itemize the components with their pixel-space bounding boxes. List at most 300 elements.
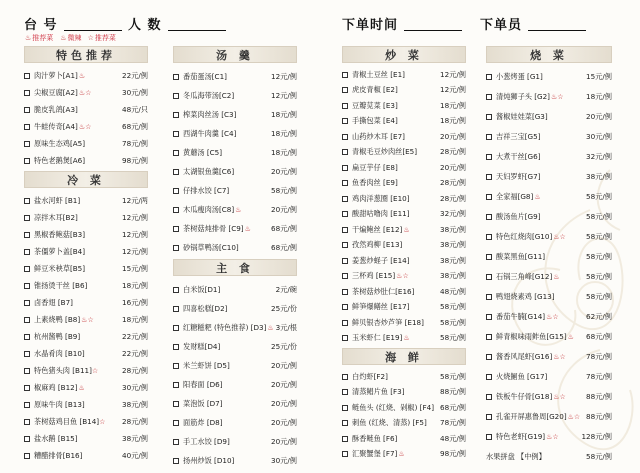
menu-item-name: [183, 91, 271, 101]
order-checkbox[interactable]: [486, 414, 492, 420]
menu-item-price: 38元/例: [440, 240, 466, 250]
menu-item[interactable]: [173, 124, 297, 143]
menu-item[interactable]: [486, 167, 612, 187]
menu-item[interactable]: [24, 101, 148, 118]
order-checkbox[interactable]: [24, 124, 30, 130]
menu-item-price: 28元/例: [440, 178, 466, 188]
menu-item-price: 28元/例: [440, 193, 466, 203]
menu-item-name-text: 菜泡饭 [D7]: [183, 398, 223, 408]
menu-item-name: [183, 456, 271, 466]
legend: [24, 33, 116, 43]
menu-item-price: 12元/例: [122, 212, 148, 222]
chili-icon: ♨: [567, 413, 574, 421]
star-icon: ☆: [559, 353, 566, 361]
order-checkbox[interactable]: [173, 245, 179, 251]
menu-item-name: [496, 332, 586, 342]
order-checkbox[interactable]: [342, 87, 348, 93]
order-checkbox[interactable]: [486, 74, 492, 80]
order-checkbox[interactable]: [486, 134, 492, 140]
chili-icon: ♨: [550, 93, 558, 101]
menu-item-name: [352, 132, 440, 142]
menu-item[interactable]: [486, 107, 612, 127]
menu-item[interactable]: [342, 129, 466, 145]
menu-item-price: 20元/例: [271, 166, 297, 176]
menu-item[interactable]: [173, 143, 297, 162]
order-checkbox[interactable]: [486, 274, 492, 280]
menu-item[interactable]: [24, 294, 148, 311]
menu-item[interactable]: [342, 191, 466, 207]
menu-item-name-text: 孔雀开屏惠鲁周[G20]: [496, 412, 567, 421]
menu-item[interactable]: [24, 396, 148, 413]
menu-item-price: 58元/例: [271, 185, 297, 195]
menu-item-name-text: 吉祥三宝[G5]: [496, 132, 541, 141]
order-checkbox[interactable]: [24, 215, 30, 221]
menu-item-name: [183, 304, 271, 314]
menu-item-name: [352, 372, 440, 382]
chili-icon: ♨: [235, 205, 242, 214]
order-checkbox[interactable]: [342, 389, 348, 395]
menu-item-name-text: 三杯鸡 [E15]: [352, 271, 396, 281]
menu-item-price: 18元/例: [586, 92, 612, 101]
chili-icon: ♨: [398, 450, 405, 459]
menu-item-name-text: 榨菜肉丝汤 [C3]: [183, 109, 237, 119]
table-number-label: 台 号: [24, 18, 58, 33]
star-icon: ☆: [91, 366, 99, 375]
order-checkbox[interactable]: [342, 242, 348, 248]
menu-item-name: [352, 256, 440, 266]
menu-item-price: 78元/例: [122, 138, 148, 148]
order-checkbox[interactable]: [486, 194, 492, 200]
menu-item-name-text: 山药炒木耳 [E7]: [352, 131, 405, 141]
order-checkbox[interactable]: [173, 93, 179, 99]
menu-item-name-text: 番茄蛋汤[C1]: [183, 71, 227, 81]
menu-item[interactable]: [173, 67, 297, 86]
menu-item-name: [352, 194, 440, 204]
order-checkbox[interactable]: [342, 420, 348, 426]
menu-item[interactable]: [342, 114, 466, 130]
menu-item-name: [34, 156, 122, 166]
menu-item-price: 32元/例: [586, 152, 612, 161]
order-checkbox[interactable]: [486, 374, 492, 380]
menu-item-name: [352, 418, 440, 428]
menu-item[interactable]: [486, 387, 612, 407]
menu-item[interactable]: [24, 447, 148, 464]
order-checkbox[interactable]: [486, 394, 492, 400]
menu-item-name-text: 鸭翅烧素鸡 [G13]: [496, 292, 555, 301]
order-time-field[interactable]: [342, 14, 462, 33]
menu-item[interactable]: [486, 427, 612, 447]
menu-item-name-text: 盐水鹅 [B15]: [34, 433, 78, 443]
menu-item[interactable]: [24, 328, 148, 345]
menu-item-name: [496, 112, 586, 122]
order-checkbox[interactable]: [486, 434, 492, 440]
menu-item[interactable]: [173, 432, 297, 451]
menu-item[interactable]: [173, 181, 297, 200]
menu-item[interactable]: [173, 394, 297, 413]
menu-item[interactable]: [342, 315, 466, 331]
menu-item-price: 58元/例: [586, 212, 612, 221]
menu-item[interactable]: [342, 145, 466, 161]
menu-item-name: [34, 366, 122, 376]
menu-item[interactable]: [342, 284, 466, 300]
menu-item[interactable]: [486, 67, 612, 87]
menu-item-price: 38元/例: [440, 224, 466, 234]
menu-item[interactable]: [486, 187, 612, 207]
menu-item-name-text: 太湖银鱼羹[C6]: [183, 166, 235, 176]
menu-item-price: 20元/例: [271, 417, 297, 427]
menu-item[interactable]: [24, 209, 148, 226]
order-checkbox[interactable]: [24, 249, 30, 255]
order-checkbox[interactable]: [342, 149, 348, 155]
menu-item[interactable]: [486, 367, 612, 387]
menu-item[interactable]: [24, 67, 148, 84]
section-header: 冷 菜: [24, 171, 148, 188]
order-checkbox[interactable]: [342, 258, 348, 264]
order-checkbox[interactable]: [486, 214, 492, 220]
menu-item[interactable]: [486, 227, 612, 247]
menu-item[interactable]: [24, 260, 148, 277]
menu-item[interactable]: [342, 331, 466, 347]
order-checkbox[interactable]: [173, 306, 179, 312]
menu-item-name: [183, 167, 271, 177]
order-checkbox[interactable]: [342, 165, 348, 171]
order-checkbox[interactable]: [173, 420, 179, 426]
menu-item[interactable]: [342, 369, 466, 385]
order-checkbox[interactable]: [342, 196, 348, 202]
menu-item[interactable]: [486, 307, 612, 327]
menu-item-name-text: 扬州炒饭 [D10]: [183, 455, 235, 465]
chili-icon: ♨: [403, 334, 410, 343]
order-checkbox[interactable]: [342, 211, 348, 217]
menu-item[interactable]: [24, 413, 148, 430]
menu-item-price: 30元/例: [586, 132, 612, 141]
menu-item[interactable]: [173, 375, 297, 394]
order-checkbox[interactable]: [486, 234, 492, 240]
order-checkbox[interactable]: [173, 112, 179, 118]
order-checkbox[interactable]: [342, 103, 348, 109]
menu-item[interactable]: [486, 127, 612, 147]
order-checkbox[interactable]: [342, 118, 348, 124]
chili-icon: ♨: [553, 233, 560, 241]
order-checkbox[interactable]: [173, 287, 179, 293]
menu-item[interactable]: [173, 238, 297, 257]
menu-item[interactable]: [24, 226, 148, 243]
menu-item[interactable]: [173, 318, 297, 337]
menu-item[interactable]: [486, 87, 612, 107]
order-checkbox[interactable]: [24, 73, 30, 79]
order-checkbox[interactable]: [486, 354, 492, 360]
order-checkbox[interactable]: [486, 154, 492, 160]
menu-item[interactable]: [173, 219, 297, 238]
menu-item-name: [34, 434, 122, 444]
menu-item-name-text: 酱椒娃娃菜[G3]: [496, 112, 548, 121]
menu-item[interactable]: [342, 222, 466, 238]
menu-item-name-text: 黄蘑汤 [C5]: [183, 147, 223, 157]
order-checkbox[interactable]: [342, 72, 348, 78]
menu-item[interactable]: [342, 98, 466, 114]
menu-item-name: [352, 318, 440, 328]
menu-item-name: [496, 172, 586, 182]
menu-item-price: 68元/例: [586, 332, 612, 341]
order-checkbox[interactable]: [24, 300, 30, 306]
menu-item-price: 18元/例: [271, 128, 297, 138]
menu-item-name-text: 茶僵萝卜盖[B4]: [34, 246, 86, 256]
menu-item[interactable]: [173, 356, 297, 375]
menu-item-name: [352, 302, 440, 312]
order-checkbox[interactable]: [173, 150, 179, 156]
menu-item-name: [352, 449, 440, 459]
order-checkbox[interactable]: [24, 368, 30, 374]
menu-item-price: 18元/例: [122, 280, 148, 290]
menu-item-name-text: 四喜松糕[D2]: [183, 303, 228, 313]
menu-item-name: [352, 271, 440, 281]
menu-item-price: 38元/例: [440, 271, 466, 281]
menu-item-name-text: 扁豆芋仔 [E8]: [352, 162, 398, 172]
menu-item-price: 28元/例: [440, 147, 466, 157]
order-checkbox[interactable]: [486, 334, 492, 340]
menu-item-name: [496, 232, 586, 242]
order-checkbox[interactable]: [24, 385, 30, 391]
menu-item-name: [352, 387, 440, 397]
menu-item[interactable]: [173, 105, 297, 124]
order-checkbox[interactable]: [486, 314, 492, 320]
order-checkbox[interactable]: [342, 320, 348, 326]
menu-item[interactable]: [24, 118, 148, 135]
order-checkbox[interactable]: [24, 317, 30, 323]
order-checkbox[interactable]: [24, 351, 30, 357]
menu-item[interactable]: [342, 400, 466, 416]
menu-item-name: [183, 148, 271, 158]
order-checkbox[interactable]: [173, 344, 179, 350]
menu-item[interactable]: [486, 447, 612, 467]
menu-item[interactable]: [342, 67, 466, 83]
menu-item[interactable]: [342, 416, 466, 432]
menu-item[interactable]: [24, 192, 148, 209]
order-checkbox[interactable]: [24, 283, 30, 289]
menu-item[interactable]: [486, 347, 612, 367]
menu-item-name-text: 石锅三角峰[G12]: [496, 272, 553, 281]
menu-item-price: 62元/例: [586, 312, 612, 321]
menu-item-name: [183, 361, 271, 371]
menu-item-name: [34, 196, 122, 206]
menu-item[interactable]: [342, 238, 466, 254]
menu-item-name: [352, 287, 440, 297]
menu-item[interactable]: [24, 311, 148, 328]
order-checkbox[interactable]: [173, 188, 179, 194]
menu-item[interactable]: [24, 430, 148, 447]
menu-item-name-text: 上素烧鸭 [B8]: [34, 314, 81, 324]
order-checkbox[interactable]: [342, 436, 348, 442]
menu-item-name-text: 西湖牛肉羹 [C4]: [183, 128, 237, 138]
menu-item-name-text: 火烧鮰鱼 [G17]: [496, 372, 548, 381]
menu-item[interactable]: [24, 277, 148, 294]
menu-item[interactable]: [342, 385, 466, 401]
menu-item-name-text: 豆瓣苋菜 [E3]: [352, 100, 398, 110]
menu-item-name-text: 手撕包菜 [E4]: [352, 116, 398, 126]
menu-item-price: 20元/例: [586, 112, 612, 121]
waiter-line: [528, 30, 586, 31]
order-checkbox[interactable]: [486, 294, 492, 300]
menu-item[interactable]: [173, 86, 297, 105]
menu-item-name-text: 刺鱼 (红烧、清蒸) [F5]: [352, 418, 427, 428]
menu-item[interactable]: [24, 135, 148, 152]
order-checkbox[interactable]: [24, 419, 30, 425]
chili-icon: ♨: [78, 122, 86, 131]
menu-item[interactable]: [173, 299, 297, 318]
menu-item[interactable]: [486, 407, 612, 427]
order-checkbox[interactable]: [342, 451, 348, 457]
menu-item-name-text: 鸡肉洋葱圈 [E10]: [352, 193, 410, 203]
menu-item[interactable]: [24, 362, 148, 379]
order-checkbox[interactable]: [24, 453, 30, 459]
star-icon: ☆: [557, 93, 564, 101]
menu-item-name: [352, 101, 440, 111]
order-checkbox[interactable]: [173, 169, 179, 175]
order-checkbox[interactable]: [342, 273, 348, 279]
order-checkbox[interactable]: [24, 90, 30, 96]
menu-item[interactable]: [342, 431, 466, 447]
menu-item[interactable]: [24, 152, 148, 169]
menu-item-name-text: 番茄牛腩[G14]: [496, 312, 546, 321]
star-icon: ☆: [559, 233, 566, 241]
menu-item-name-text: 面筋炸 [D8]: [183, 417, 223, 427]
menu-item[interactable]: [486, 287, 612, 307]
menu-item[interactable]: [24, 243, 148, 260]
menu-item[interactable]: [24, 345, 148, 362]
people-count-label: 人 数: [128, 18, 162, 33]
order-checkbox[interactable]: [486, 174, 492, 180]
menu-item-price: 28元/例: [122, 416, 148, 426]
legend-item: [59, 33, 81, 43]
menu-item-name-text: 孜然鸡柳 [E13]: [352, 240, 403, 250]
menu-item[interactable]: [342, 447, 466, 463]
menu-item[interactable]: [486, 267, 612, 287]
chili-icon: ♨: [60, 34, 67, 42]
menu-item[interactable]: [342, 207, 466, 223]
order-checkbox[interactable]: [24, 141, 30, 147]
menu-item[interactable]: [24, 379, 148, 396]
order-checkbox[interactable]: [24, 232, 30, 238]
menu-item[interactable]: [173, 162, 297, 181]
menu-item-price: 40元/例: [122, 450, 148, 460]
chili-icon: ♨: [546, 313, 553, 321]
menu-item-price: 68元/例: [440, 402, 466, 412]
table-number-field[interactable]: [24, 14, 122, 33]
order-checkbox[interactable]: [173, 363, 179, 369]
menu-item[interactable]: [486, 147, 612, 167]
menu-item-name-text: 水果拼盘 【中例】: [486, 452, 546, 461]
order-checkbox[interactable]: [24, 198, 30, 204]
menu-item-name-text: 鲢鱼头 (红烧、剁椒) [F4]: [352, 402, 434, 412]
order-checkbox[interactable]: [24, 107, 30, 113]
menu-column-4: [486, 44, 612, 467]
menu-item-price: 12元/例: [271, 71, 297, 81]
order-checkbox[interactable]: [173, 458, 179, 464]
menu-item-price: 28元/例: [122, 365, 148, 375]
order-checkbox[interactable]: [342, 289, 348, 295]
menu-item-name-text: 茶树菇炖排骨 [C9]: [183, 223, 244, 233]
order-checkbox[interactable]: [342, 227, 348, 233]
order-checkbox[interactable]: [486, 254, 492, 260]
menu-item[interactable]: [173, 413, 297, 432]
people-count-field[interactable]: [128, 14, 226, 33]
order-checkbox[interactable]: [342, 304, 348, 310]
menu-item[interactable]: [342, 269, 466, 285]
order-checkbox[interactable]: [342, 405, 348, 411]
menu-item[interactable]: [173, 280, 297, 299]
menu-item[interactable]: [486, 247, 612, 267]
menu-item[interactable]: [342, 160, 466, 176]
order-checkbox[interactable]: [173, 325, 179, 331]
menu-item[interactable]: [342, 176, 466, 192]
menu-item-name: [34, 247, 122, 257]
menu-item[interactable]: [342, 83, 466, 99]
order-checkbox[interactable]: [24, 402, 30, 408]
menu-item-name-text: 姜葱炒蛏子 [E14]: [352, 255, 410, 265]
chili-icon: ♨: [403, 225, 410, 234]
menu-item-name-text: 水晶肴肉 [B10]: [34, 348, 85, 358]
order-checkbox[interactable]: [24, 158, 30, 164]
order-checkbox[interactable]: [24, 436, 30, 442]
menu-item-name: [34, 105, 122, 115]
menu-item-price: 58元/例: [440, 333, 466, 343]
menu-item-name-text: 卤香翅 [B7]: [34, 297, 73, 307]
menu-item-name-text: 原味牛肉 [B13]: [34, 399, 85, 409]
menu-item[interactable]: [173, 200, 297, 219]
menu-item-name: [183, 399, 271, 409]
menu-item[interactable]: [486, 207, 612, 227]
menu-item-name-text: 酱香风尾虾[G16]: [496, 352, 553, 361]
menu-item-name: [183, 418, 271, 428]
order-checkbox[interactable]: [173, 226, 179, 232]
menu-item-name: [352, 178, 440, 188]
section-header: 主 食: [173, 259, 297, 276]
waiter-field[interactable]: [480, 14, 586, 33]
order-checkbox[interactable]: [342, 134, 348, 140]
chili-icon: ♨: [78, 71, 86, 80]
menu-item[interactable]: [173, 451, 297, 470]
menu-item-name: [34, 451, 122, 461]
menu-item-name: [34, 281, 122, 291]
menu-item-name: [183, 72, 271, 82]
order-checkbox[interactable]: [173, 401, 179, 407]
order-checkbox[interactable]: [173, 382, 179, 388]
order-checkbox[interactable]: [24, 266, 30, 272]
menu-item-price: 22元/例: [122, 348, 148, 358]
order-checkbox[interactable]: [24, 334, 30, 340]
menu-item[interactable]: [342, 300, 466, 316]
order-checkbox[interactable]: [173, 439, 179, 445]
order-checkbox[interactable]: [486, 94, 492, 100]
menu-item[interactable]: [486, 327, 612, 347]
menu-item-name: [34, 400, 122, 410]
order-checkbox[interactable]: [342, 374, 348, 380]
order-checkbox[interactable]: [173, 207, 179, 213]
star-icon: ☆: [87, 315, 94, 324]
order-checkbox[interactable]: [173, 74, 179, 80]
order-checkbox[interactable]: [173, 131, 179, 137]
menu-item[interactable]: [24, 84, 148, 101]
menu-item-name-text: 青椒毛豆炒肉丝[E5]: [352, 147, 418, 157]
menu-item-price: 22元/例: [122, 70, 148, 80]
menu-item-name-text: 汇聚蟹堡 [F7]: [352, 449, 398, 459]
menu-item[interactable]: [173, 337, 297, 356]
order-checkbox[interactable]: [342, 180, 348, 186]
order-checkbox[interactable]: [486, 114, 492, 120]
menu-item-name: [183, 342, 271, 352]
order-checkbox[interactable]: [342, 335, 348, 341]
menu-item[interactable]: [342, 253, 466, 269]
